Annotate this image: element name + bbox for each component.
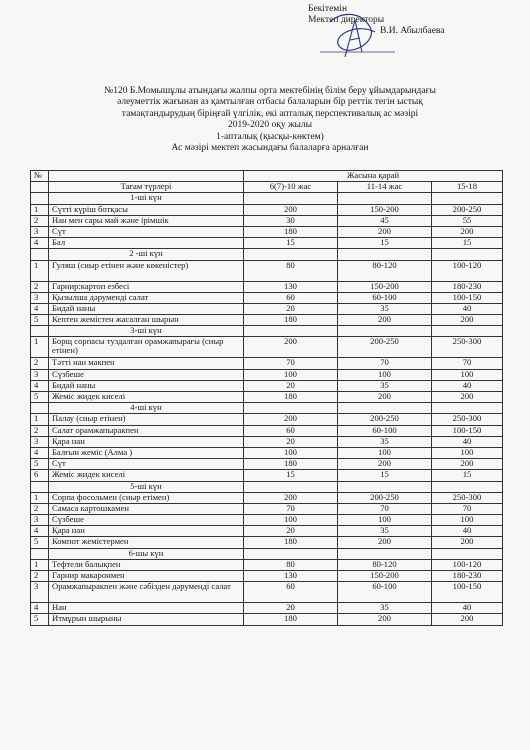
signature-stamp: [300, 2, 420, 72]
portion-15-18: 40: [432, 526, 503, 537]
day-empty-cell: [244, 548, 338, 559]
portion-11-14: 35: [338, 603, 432, 614]
portion-11-14: 70: [338, 503, 432, 514]
dish-name: Нан: [49, 603, 244, 614]
day-row: [31, 548, 503, 559]
portion-6-10: 15: [244, 470, 338, 481]
portion-6-10: 180: [244, 459, 338, 470]
portion-11-14: 35: [338, 526, 432, 537]
dish-name: Гарнир макаронмен: [49, 571, 244, 582]
row-number: 3: [31, 226, 49, 237]
row-number: 4: [31, 238, 49, 249]
row-number: 2: [31, 571, 49, 582]
portion-15-18: 200: [432, 459, 503, 470]
table-row: [31, 204, 503, 215]
table-row: [31, 582, 503, 603]
portion-11-14: 150-200: [338, 281, 432, 292]
portion-11-14: 100: [338, 369, 432, 380]
dish-name: Бал: [49, 238, 244, 249]
day-row: [31, 326, 503, 337]
dish-name: Балғын жеміс (Алма ): [49, 447, 244, 458]
portion-15-18: 40: [432, 603, 503, 614]
table-row: [31, 503, 503, 514]
header-line-5: 1-апталық (қысқы-көктем): [216, 131, 324, 142]
row-number: 3: [31, 369, 49, 380]
day-empty-cell: [244, 326, 338, 337]
day-empty-cell: [244, 481, 338, 492]
dish-name: Итмұрын шырыны: [49, 614, 244, 625]
table-row: [31, 303, 503, 314]
day-empty-cell: [432, 403, 503, 414]
table-row: [31, 492, 503, 503]
portion-6-10: 180: [244, 226, 338, 237]
age-11-14-header: 11-14 жас: [338, 182, 432, 193]
portion-15-18: 40: [432, 380, 503, 391]
portion-15-18: 200: [432, 537, 503, 548]
day-title: 5-ші күн: [49, 481, 244, 492]
portion-15-18: 15: [432, 470, 503, 481]
portion-6-10: 130: [244, 571, 338, 582]
portion-15-18: 250-300: [432, 337, 503, 358]
portion-6-10: 60: [244, 425, 338, 436]
table-header-row-1: [31, 171, 503, 182]
table-row: [31, 369, 503, 380]
portion-6-10: 180: [244, 315, 338, 326]
row-number: 2: [31, 503, 49, 514]
portion-15-18: 55: [432, 215, 503, 226]
portion-6-10: 200: [244, 414, 338, 425]
portion-11-14: 80-120: [338, 260, 432, 281]
portion-6-10: 200: [244, 337, 338, 358]
row-number: 5: [31, 459, 49, 470]
day-title: 2 -ші күн: [49, 249, 244, 260]
row-number: 4: [31, 447, 49, 458]
dish-name: Нан мен сары май және ірімшік: [49, 215, 244, 226]
table-row: [31, 447, 503, 458]
row-number: 1: [31, 414, 49, 425]
portion-6-10: 20: [244, 380, 338, 391]
dish-name: Қара нан: [49, 526, 244, 537]
portion-6-10: 180: [244, 537, 338, 548]
row-number: 3: [31, 292, 49, 303]
portion-15-18: 100-120: [432, 559, 503, 570]
portion-15-18: 40: [432, 303, 503, 314]
portion-11-14: 100: [338, 447, 432, 458]
portion-11-14: 35: [338, 436, 432, 447]
dish-name: Компот жемістермен: [49, 537, 244, 548]
day-empty-cell: [432, 249, 503, 260]
day-empty-cell: [244, 193, 338, 204]
row-number: 5: [31, 614, 49, 625]
portion-11-14: 200-250: [338, 492, 432, 503]
portion-6-10: 80: [244, 260, 338, 281]
row-number: 4: [31, 603, 49, 614]
row-number: 3: [31, 436, 49, 447]
portion-15-18: 70: [432, 358, 503, 369]
header-empty-cell: [49, 171, 244, 182]
table-row: [31, 380, 503, 391]
table-row: [31, 603, 503, 614]
dish-name: Жеміс жидек киселі: [49, 392, 244, 403]
dish-name: Сүт: [49, 226, 244, 237]
portion-11-14: 35: [338, 380, 432, 391]
table-row: [31, 337, 503, 358]
table-row: [31, 260, 503, 281]
row-number: 5: [31, 392, 49, 403]
dish-name: Сүзбеше: [49, 515, 244, 526]
portion-11-14: 150-200: [338, 571, 432, 582]
dish-name: Палау (сиыр етінен): [49, 414, 244, 425]
document-header: [60, 86, 480, 154]
day-empty-cell: [338, 326, 432, 337]
approval-title: Бекітемін: [308, 4, 348, 14]
portion-6-10: 20: [244, 436, 338, 447]
row-number: 3: [31, 582, 49, 603]
row-number: 5: [31, 537, 49, 548]
portion-15-18: 40: [432, 436, 503, 447]
day-row: [31, 249, 503, 260]
dish-name: Бидай наны: [49, 380, 244, 391]
age-15-18-header: 15-18: [432, 182, 503, 193]
table-row: [31, 215, 503, 226]
dish-name: Бидай наны: [49, 303, 244, 314]
dish-name: Борщ сорпасы туздалған орамжапырағы (сиыр етінен): [49, 337, 244, 358]
table-row: [31, 559, 503, 570]
portion-6-10: 180: [244, 614, 338, 625]
portion-15-18: 100: [432, 447, 503, 458]
age-6-10-header: 6(7)-10 жас: [244, 182, 338, 193]
day-row: [31, 193, 503, 204]
table-header-row-2: [31, 182, 503, 193]
day-title: 3-ші күн: [49, 326, 244, 337]
portion-11-14: 15: [338, 238, 432, 249]
table-row: [31, 226, 503, 237]
portion-11-14: 15: [338, 470, 432, 481]
table-row: [31, 315, 503, 326]
portion-15-18: 200-250: [432, 204, 503, 215]
portion-6-10: 100: [244, 369, 338, 380]
day-empty-cell: [338, 193, 432, 204]
portion-15-18: 100: [432, 369, 503, 380]
portion-11-14: 200: [338, 226, 432, 237]
portion-6-10: 130: [244, 281, 338, 292]
day-num-cell: [31, 548, 49, 559]
day-num-cell: [31, 326, 49, 337]
row-number: 1: [31, 260, 49, 281]
day-empty-cell: [338, 403, 432, 414]
header-line-2: әлеуметтік жағынан аз қамтылған отбасы балаларын бір реттік тегін ыстық: [117, 97, 423, 108]
portion-6-10: 70: [244, 503, 338, 514]
day-num-cell: [31, 403, 49, 414]
portion-6-10: 15: [244, 238, 338, 249]
dish-name: Кептен жемістен жасалған шырын: [49, 315, 244, 326]
portion-11-14: 60-100: [338, 292, 432, 303]
dish-name: Салат орамжапыракпен: [49, 425, 244, 436]
portion-11-14: 150-200: [338, 204, 432, 215]
header-line-4: 2019-2020 оқу жылы: [227, 120, 313, 131]
dish-name: Тефтели балықпен: [49, 559, 244, 570]
portion-15-18: 100: [432, 515, 503, 526]
header-empty-cell: [31, 182, 49, 193]
row-number: 2: [31, 358, 49, 369]
header-line-3: тамақтандырудың біріңғай үлгілік, екі апталық перспективалық ас мәзірі: [121, 108, 419, 119]
portion-15-18: 15: [432, 238, 503, 249]
table-row: [31, 515, 503, 526]
portion-6-10: 70: [244, 358, 338, 369]
dish-name: Тәтті нан макпен: [49, 358, 244, 369]
portion-6-10: 100: [244, 515, 338, 526]
portion-11-14: 200: [338, 614, 432, 625]
table-row: [31, 526, 503, 537]
portion-6-10: 200: [244, 492, 338, 503]
day-empty-cell: [432, 481, 503, 492]
dish-name: Сүзбеше: [49, 369, 244, 380]
table-row: [31, 614, 503, 625]
portion-6-10: 60: [244, 292, 338, 303]
table-row: [31, 414, 503, 425]
dish-name: Сүт: [49, 459, 244, 470]
portion-11-14: 200-250: [338, 414, 432, 425]
portion-11-14: 200: [338, 315, 432, 326]
table-row: [31, 470, 503, 481]
approval-name: В.И. Абылбаева: [380, 26, 445, 36]
table-row: [31, 292, 503, 303]
row-number: 1: [31, 337, 49, 358]
age-group-header: Жасына қарай: [244, 171, 503, 182]
dish-name: Гарнир:картоп езбесі: [49, 281, 244, 292]
portion-6-10: 180: [244, 392, 338, 403]
dish-name: Қызылша дәрумендi салат: [49, 292, 244, 303]
portion-6-10: 20: [244, 526, 338, 537]
day-empty-cell: [244, 249, 338, 260]
dish-name: Гуляш (сиыр етінен және көкеністер): [49, 260, 244, 281]
portion-15-18: 250-300: [432, 492, 503, 503]
portion-6-10: 80: [244, 559, 338, 570]
dish-name: Самаса картошкамен: [49, 503, 244, 514]
portion-6-10: 200: [244, 204, 338, 215]
col-num-header: №: [31, 171, 49, 182]
day-title: 1-ші күн: [49, 193, 244, 204]
portion-15-18: 70: [432, 503, 503, 514]
day-empty-cell: [338, 249, 432, 260]
header-line-1: №120 Б.Момышұлы атындағы жалпы орта мектебінің білім беру ұйымдарындағы: [104, 86, 436, 96]
portion-15-18: 180-230: [432, 281, 503, 292]
portion-6-10: 20: [244, 303, 338, 314]
portion-15-18: 100-150: [432, 292, 503, 303]
approval-position: Мектеп директоры: [308, 15, 385, 25]
row-number: 4: [31, 303, 49, 314]
table-row: [31, 392, 503, 403]
portion-15-18: 250-300: [432, 414, 503, 425]
dish-name: Сүтті күріш ботқасы: [49, 204, 244, 215]
row-number: 2: [31, 281, 49, 292]
day-row: [31, 481, 503, 492]
dish-name: Сорпа фосольмен (сиыр етімен): [49, 492, 244, 503]
row-number: 1: [31, 204, 49, 215]
table-row: [31, 459, 503, 470]
table-row: [31, 436, 503, 447]
row-number: 2: [31, 425, 49, 436]
dish-name: Қара нан: [49, 436, 244, 447]
portion-11-14: 200: [338, 392, 432, 403]
row-number: 4: [31, 526, 49, 537]
portion-15-18: 200: [432, 226, 503, 237]
day-num-cell: [31, 481, 49, 492]
portion-6-10: 60: [244, 582, 338, 603]
portion-15-18: 200: [432, 315, 503, 326]
portion-15-18: 180-230: [432, 571, 503, 582]
portion-11-14: 35: [338, 303, 432, 314]
table-row: [31, 425, 503, 436]
portion-6-10: 100: [244, 447, 338, 458]
row-number: 6: [31, 470, 49, 481]
row-number: 4: [31, 380, 49, 391]
portion-15-18: 100-150: [432, 582, 503, 603]
portion-6-10: 30: [244, 215, 338, 226]
row-number: 2: [31, 215, 49, 226]
portion-11-14: 60-100: [338, 425, 432, 436]
day-title: 4-ші күн: [49, 403, 244, 414]
portion-11-14: 60-100: [338, 582, 432, 603]
day-row: [31, 403, 503, 414]
portion-11-14: 45: [338, 215, 432, 226]
portion-11-14: 200: [338, 459, 432, 470]
portion-15-18: 100-120: [432, 260, 503, 281]
dish-name: Орамжапыракпен және сәбізден дәрумендi салат: [49, 582, 244, 603]
portion-11-14: 200-250: [338, 337, 432, 358]
day-empty-cell: [338, 548, 432, 559]
portion-11-14: 100: [338, 515, 432, 526]
header-line-6: Ас мәзірі мектеп жасындағы балаларға арналған: [171, 143, 369, 154]
portion-15-18: 200: [432, 614, 503, 625]
row-number: 1: [31, 559, 49, 570]
dish-column-header: Тағам түрлері: [49, 182, 244, 193]
portion-11-14: 70: [338, 358, 432, 369]
day-empty-cell: [432, 326, 503, 337]
day-num-cell: [31, 193, 49, 204]
portion-11-14: 200: [338, 537, 432, 548]
day-empty-cell: [338, 481, 432, 492]
portion-6-10: 20: [244, 603, 338, 614]
dish-name: Жеміс жидек киселі: [49, 470, 244, 481]
table-row: [31, 358, 503, 369]
row-number: 3: [31, 515, 49, 526]
portion-15-18: 100-150: [432, 425, 503, 436]
row-number: 5: [31, 315, 49, 326]
table-row: [31, 537, 503, 548]
day-title: 6-шы күн: [49, 548, 244, 559]
menu-table: [30, 170, 503, 626]
portion-15-18: 200: [432, 392, 503, 403]
day-empty-cell: [244, 403, 338, 414]
portion-11-14: 80-120: [338, 559, 432, 570]
row-number: 1: [31, 492, 49, 503]
day-empty-cell: [432, 193, 503, 204]
day-num-cell: [31, 249, 49, 260]
table-row: [31, 571, 503, 582]
day-empty-cell: [432, 548, 503, 559]
table-row: [31, 281, 503, 292]
table-row: [31, 238, 503, 249]
